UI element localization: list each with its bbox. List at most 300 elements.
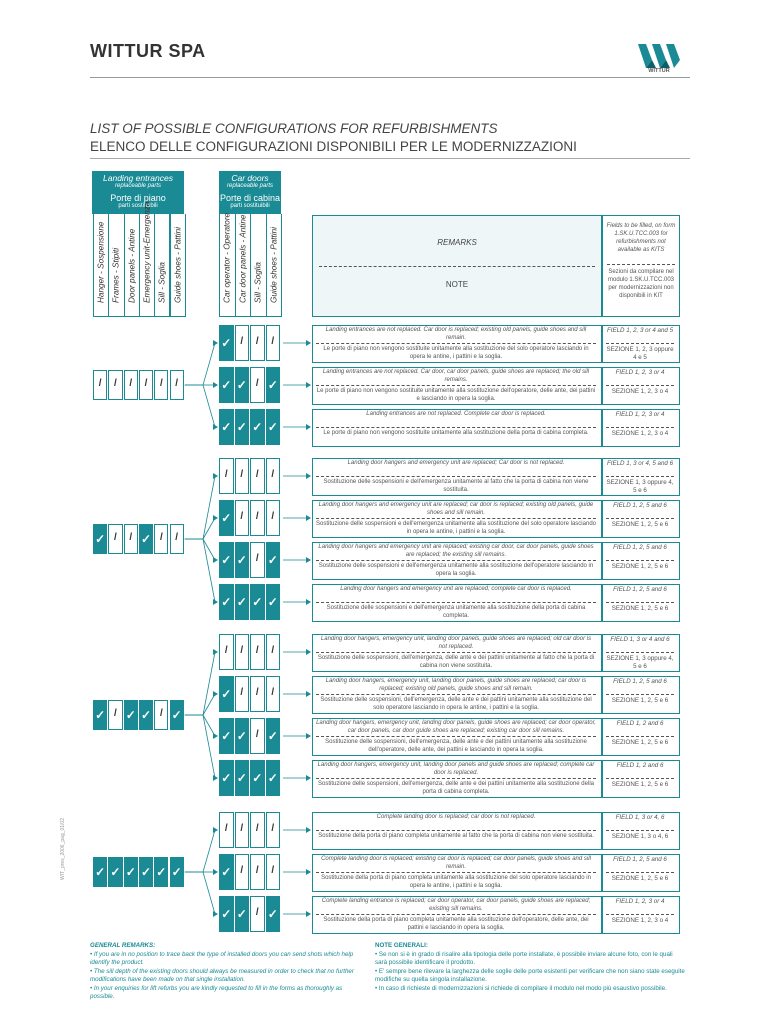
remark-en: Landing door hangers, emergency unit, landing door panels, guide shoes are replaced; old car door is not replaced. xyxy=(320,636,592,650)
landing-cell-g2-5 xyxy=(154,524,168,554)
remark-it: Le porte di piano non vengono sostituite unitamente alla sostituzione dell'operatore, delle ante, dei pattini e lasciando in opera la soglia. xyxy=(316,388,596,402)
field-divider xyxy=(606,652,674,653)
remark-it: Sostituzione della porta di piano completa unitamente alla sostituzione del solo operatore lasciando in opera le antine, i pattini e la soglia. xyxy=(321,875,591,889)
check-mark-icon: ✓ xyxy=(221,687,232,701)
car-cell-g4-r1-4 xyxy=(266,812,281,848)
title-english: LIST OF POSSIBLE CONFIGURATIONS FOR REFURBISHMENTS xyxy=(90,121,498,136)
fields-note-en: Fields to be filled, on form 1.SK.U.TCC.003 for refurbishments not available as KITS xyxy=(606,223,676,253)
slash-mark: / xyxy=(175,378,179,389)
connector-line xyxy=(203,539,215,602)
remark-it: Sostituzione delle sospensioni e dell'emergenza unitamente alla sostituzione del solo operatore lasciando in opera le antine, i pattini e la soglia. xyxy=(316,521,596,535)
car-cell-g3-r3-1 xyxy=(219,718,234,754)
slash-mark: / xyxy=(255,645,259,656)
slash-mark: / xyxy=(255,729,259,740)
note-generali-title: NOTE GENERALI: xyxy=(375,942,428,949)
landing-column-label: Emergency unit-Emergenza xyxy=(142,201,152,303)
check-mark-icon: ✓ xyxy=(267,420,278,434)
slash-mark: / xyxy=(98,378,102,389)
field-en: FIELD 1, 2, 5 and 6 xyxy=(613,678,667,685)
car-cell-g4-r2-4 xyxy=(266,854,281,890)
remark-it: Sostituzione delle sospensioni e dell'emergenza unitamente alla sostituzione della porta di cabina completa. xyxy=(326,605,586,619)
remark-divider xyxy=(316,518,596,519)
remark-en: Landing door hangers, emergency unit, landing door panels, guide shoes are replaced; car door operator, car door panels, car door guide shoes are replaced; existing car door sill remains. xyxy=(316,720,596,734)
field-it: SEZIONE 1, 2, 3 oppure 4 e 5 xyxy=(606,346,674,361)
remark-divider xyxy=(316,694,596,695)
check-mark-icon: ✓ xyxy=(141,708,152,722)
car-cell-g1-r3-1 xyxy=(219,409,234,445)
check-mark-icon: ✓ xyxy=(267,595,278,609)
field-it: SEZIONE 1, 2, 5 e 6 xyxy=(611,521,669,528)
field-divider xyxy=(606,736,674,737)
check-mark-icon: ✓ xyxy=(221,336,232,350)
connector-line xyxy=(203,518,215,539)
remark-divider xyxy=(316,914,596,915)
field-it: SEZIONE 1, 3 o 4, 6 xyxy=(611,833,669,840)
car-cell-g1-r3-2 xyxy=(235,409,250,445)
remark-en: Landing entrances are not replaced. Car door, car door panels, guide shoes are replaced; the old sill remains. xyxy=(322,369,590,383)
slash-mark: / xyxy=(240,469,244,480)
connector-line xyxy=(203,385,215,427)
connector-line xyxy=(203,476,215,539)
slash-mark: / xyxy=(224,823,228,834)
slash-mark: / xyxy=(271,823,275,834)
arrow-head-icon xyxy=(213,557,218,563)
arrow-head-icon xyxy=(213,775,218,781)
remarks-divider xyxy=(319,266,595,267)
remark-en: Landing door hangers and emergency unit are replaced; existing car door, car door panels, guide shoes are replaced; the existing sill remains. xyxy=(318,544,594,558)
car-column-2 xyxy=(235,214,252,317)
landing-cell-g3-5 xyxy=(154,700,168,730)
car-column-label: Car operator - Operatore xyxy=(222,212,232,303)
field-en: FIELD 1, 2, 3 or 4 xyxy=(615,898,665,905)
arrow-head-icon xyxy=(306,691,311,697)
connector-line xyxy=(203,343,215,385)
slash-mark: / xyxy=(114,532,117,543)
field-en: FIELD 1, 2 and 6 xyxy=(616,762,664,769)
landing-cell-g2-3 xyxy=(124,524,138,554)
arrow-head-icon xyxy=(306,515,311,521)
title-rule xyxy=(90,158,690,159)
car-cell-g1-r2-3 xyxy=(250,367,265,403)
remark-it: Le porte di piano non vengono sostituite unitamente alla sostituzione del solo operatore lasciando in opera le antine, i pattini e la soglia. xyxy=(323,346,589,360)
field-en: FIELD 1, 3 or 4 and 6 xyxy=(610,636,670,643)
slash-mark: / xyxy=(255,553,259,564)
remark-divider xyxy=(316,736,596,737)
check-mark-icon: ✓ xyxy=(252,420,263,434)
landing-sub-en: replaceable parts xyxy=(114,183,162,189)
car-cell-g3-r1-4 xyxy=(266,634,281,670)
slash-mark: / xyxy=(255,336,259,347)
field-it: SEZIONE 1, 2, 3 o 4 xyxy=(611,917,669,924)
field-en: FIELD 1, 3 or 4, 6 xyxy=(615,814,665,821)
field-it: SEZIONE 1, 2, 5 e 6 xyxy=(611,739,669,746)
car-doors-header xyxy=(219,171,281,214)
field-en: FIELD 1, 2, 5 and 6 xyxy=(613,856,667,863)
arrow-head-icon xyxy=(213,424,218,430)
car-cell-g3-r2-1 xyxy=(219,676,234,712)
landing-column-4 xyxy=(139,201,155,317)
check-mark-icon: ✓ xyxy=(221,511,232,525)
fields-note-it: Sezioni da compilare nel modulo 1.SK.U.TCC.003 per modernizzazioni non disponibili in KIT xyxy=(607,269,675,299)
general-remark-it-3-text: In caso di richieste di modernizzazioni si richiede di compilare il modulo nel modo più esaustivo possibile. xyxy=(378,984,667,992)
remark-divider xyxy=(316,872,596,873)
connector-line xyxy=(203,715,215,778)
landing-cell-g2-2 xyxy=(108,524,122,554)
slash-mark: / xyxy=(175,532,179,543)
field-it: SEZIONE 1, 2, 3 o 4 xyxy=(611,388,669,395)
landing-column-label: Hanger - Sospensione xyxy=(96,221,106,303)
general-remark-it-2: • E' sempre bene rilevare la larghezza delle soglie delle porte esistenti per verificare che non siano state eseguite modifiche su quella singola installazione. xyxy=(375,967,685,983)
car-sub-it: parti sostituibili xyxy=(230,203,270,209)
slash-mark: / xyxy=(224,645,228,656)
landing-column-label: Sill - Soglia xyxy=(157,262,167,303)
check-mark-icon: ✓ xyxy=(141,865,152,879)
check-mark-icon: ✓ xyxy=(267,378,278,392)
slash-mark: / xyxy=(271,469,275,480)
remark-it: Sostituzione delle sospensioni e dell'emergenza unitamente al fatto che la porta di cabina non viene sostituita. xyxy=(323,479,589,493)
slash-mark: / xyxy=(129,378,133,389)
arrow-head-icon xyxy=(306,775,311,781)
field-it: SEZIONE 1, 3 oppure 4, 5 e 6 xyxy=(606,479,674,494)
arrow-head-icon xyxy=(213,340,218,346)
field-en: FIELD 1, 2, 3 or 4 and 5 xyxy=(606,327,674,334)
slash-mark: / xyxy=(114,378,117,389)
car-cell-g2-r4-3 xyxy=(250,584,265,620)
remark-divider xyxy=(316,427,596,428)
landing-column-label: Frames - Stipiti xyxy=(111,247,121,303)
car-cell-g3-r4-1 xyxy=(219,760,234,796)
slash-mark: / xyxy=(271,336,275,347)
general-remark-en-3: • In your enquiries for lift refurbs you are kindly requested to fill in the forms as thoroughly as possible. xyxy=(90,984,343,1000)
car-cell-g2-r2-3 xyxy=(250,500,265,536)
general-remark-en-2-text: The sill depth of the existing doors should always be measured in order to check that no further modifications have been made on that single installation. xyxy=(90,967,354,983)
arrow-head-icon xyxy=(213,473,218,479)
general-remark-it-1-text: Se non si è in grado di risalire alla tipologia delle porte installate, è possibile inviare alcune foto, con le quali sarà possibile identificare il prodotto. xyxy=(375,950,673,966)
fields-header-box xyxy=(602,215,680,317)
remark-it: Sostituzione delle sospensioni, dell'emergenza, delle ante e dei pattini unitamente alla sostituzione della porta di cabina completa. xyxy=(318,781,594,795)
arrow-head-icon xyxy=(306,599,311,605)
field-divider xyxy=(606,778,674,779)
arrow-head-icon xyxy=(306,649,311,655)
arrow-head-icon xyxy=(213,691,218,697)
field-en: FIELD 1, 2, 3 or 4 xyxy=(615,369,665,376)
slash-mark: / xyxy=(159,532,163,543)
check-mark-icon: ✓ xyxy=(236,729,247,743)
check-mark-icon: ✓ xyxy=(125,708,136,722)
remark-en: Complete landing door is replaced; car door is not replaced. xyxy=(376,814,536,820)
arrow-head-icon xyxy=(306,473,311,479)
remark-it: Le porte di piano non vengono sostituite unitamente alla sostituzione della porta di cabina completa. xyxy=(323,430,589,436)
car-cell-g3-r3-3 xyxy=(250,718,265,754)
arrow-head-icon xyxy=(213,911,218,917)
landing-column-label: Guide shoes - Pattini xyxy=(173,226,183,303)
connector-line xyxy=(203,872,215,914)
remark-en: Landing door hangers, emergency unit, landing door panels and guide shoes are replaced; complete car door is replaced. xyxy=(317,762,595,776)
general-remark-en-1: • If you are in no position to trace back the type of installed doors you can send shots which help identify the product. xyxy=(90,950,354,966)
landing-cell-g1-2 xyxy=(108,370,122,400)
arrow-head-icon xyxy=(213,382,218,388)
car-cell-g4-r1-1 xyxy=(219,812,234,848)
landing-title-en: Landing entrances xyxy=(103,173,173,183)
general-remark-en-2: • The sill depth of the existing doors should always be measured in order to check that no further modifications have been made on that single installation. xyxy=(90,967,354,983)
landing-column-6 xyxy=(170,214,186,317)
car-cell-g3-r4-2 xyxy=(235,760,250,796)
connector-line xyxy=(203,539,215,560)
landing-cell-g2-6 xyxy=(170,524,184,554)
arrow-head-icon xyxy=(213,649,218,655)
car-cell-g2-r4-1 xyxy=(219,584,234,620)
check-mark-icon: ✓ xyxy=(221,378,232,392)
field-en: FIELD 1, 2, 5 and 6 xyxy=(613,586,667,593)
car-cell-g2-r2-4 xyxy=(266,500,281,536)
check-mark-icon: ✓ xyxy=(171,865,182,879)
car-cell-g1-r3-4 xyxy=(266,409,281,445)
landing-cell-g4-5 xyxy=(154,857,168,887)
field-en: FIELD 1, 2, 3 or 4 xyxy=(615,411,665,418)
car-cell-g1-r1-4 xyxy=(266,325,281,361)
slash-mark: / xyxy=(240,687,244,698)
header-rule xyxy=(90,77,690,78)
check-mark-icon: ✓ xyxy=(221,420,232,434)
check-mark-icon: ✓ xyxy=(236,553,247,567)
check-mark-icon: ✓ xyxy=(236,907,247,921)
arrow-head-icon xyxy=(306,911,311,917)
slash-mark: / xyxy=(240,645,244,656)
check-mark-icon: ✓ xyxy=(95,532,106,546)
title-italian: ELENCO DELLE CONFIGURAZIONI DISPONIBILI PER LE MODERNIZZAZIONI xyxy=(90,139,577,154)
arrow-head-icon xyxy=(213,733,218,739)
arrow-head-icon xyxy=(213,599,218,605)
general-remarks-en xyxy=(90,942,360,1002)
general-remark-en-3-text: In your enquiries for lift refurbs you are kindly requested to fill in the forms as thoroughly as possible. xyxy=(90,984,343,1000)
landing-cell-g4-2 xyxy=(108,857,122,887)
field-en: FIELD 1, 2, 5 and 6 xyxy=(613,502,667,509)
field-en: FIELD 1, 3 or 4, 5 and 6 xyxy=(606,460,674,467)
general-remark-it-3: • In caso di richieste di modernizzazioni si richiede di compilare il modulo nel modo più esaustivo possibile. xyxy=(375,984,667,992)
car-cell-g3-r4-4 xyxy=(266,760,281,796)
field-it: SEZIONE 1, 2, 5 e 6 xyxy=(611,875,669,882)
slash-mark: / xyxy=(271,687,275,698)
slash-mark: / xyxy=(224,469,228,480)
arrow-head-icon xyxy=(306,424,311,430)
car-column-label: Guide shoes - Pattini xyxy=(269,226,279,303)
connector-line xyxy=(203,652,215,715)
landing-column-1 xyxy=(93,214,109,317)
slash-mark: / xyxy=(114,708,117,719)
arrow-head-icon xyxy=(213,515,218,521)
car-cell-g1-r2-4 xyxy=(266,367,281,403)
car-sub-en: replaceable parts xyxy=(226,183,274,189)
check-mark-icon: ✓ xyxy=(141,532,152,546)
field-en: FIELD 1, 2 and 6 xyxy=(616,720,664,727)
car-cell-g4-r1-2 xyxy=(235,812,250,848)
field-divider xyxy=(606,385,674,386)
arrow-head-icon xyxy=(306,382,311,388)
car-cell-g3-r3-4 xyxy=(266,718,281,754)
field-divider xyxy=(606,602,674,603)
check-mark-icon: ✓ xyxy=(267,771,278,785)
note-label: NOTE xyxy=(445,280,469,289)
slash-mark: / xyxy=(271,645,275,656)
car-cell-g3-r3-2 xyxy=(235,718,250,754)
slash-mark: / xyxy=(255,469,259,480)
car-cell-g2-r3-2 xyxy=(235,542,250,578)
landing-cell-g2-1 xyxy=(93,524,107,554)
slash-mark: / xyxy=(255,907,259,918)
car-cell-g3-r1-3 xyxy=(250,634,265,670)
car-cell-g4-r3-1 xyxy=(219,896,234,932)
landing-entrances-header xyxy=(92,171,184,214)
check-mark-icon: ✓ xyxy=(221,865,232,879)
landing-cell-g3-4 xyxy=(139,700,153,730)
slash-mark: / xyxy=(255,687,259,698)
remark-en: Landing door hangers and emergency unit are replaced; car door is replaced; existing old panels, guide shoes and sill remain. xyxy=(318,502,594,516)
remark-en: Landing door hangers and emergency unit are replaced; complete car door is replaced. xyxy=(340,586,572,592)
slash-mark: / xyxy=(240,336,244,347)
car-cell-g2-r3-1 xyxy=(219,542,234,578)
remark-en: Complete landing entrance is replaced; car door operator, car door panels, guide shoes are replaced; existing sill remains. xyxy=(321,898,591,912)
field-divider xyxy=(606,560,674,561)
car-column-label: Car door panels - Antine xyxy=(238,214,248,303)
landing-cell-g3-3 xyxy=(124,700,138,730)
car-cell-g4-r3-2 xyxy=(235,896,250,932)
general-remark-it-1: • Se non si è in grado di risalire alla tipologia delle porte installate, è possibile inviare alcune foto, con le quali sarà possibile identificare il prodotto. xyxy=(375,950,673,966)
check-mark-icon: ✓ xyxy=(267,729,278,743)
landing-cell-g1-5 xyxy=(154,370,168,400)
slash-mark: / xyxy=(271,511,275,522)
landing-cell-g1-4 xyxy=(139,370,153,400)
field-en: FIELD 1, 2, 5 and 6 xyxy=(613,544,667,551)
connector-line xyxy=(203,715,215,736)
car-cell-g2-r1-3 xyxy=(250,458,265,494)
car-cell-g2-r1-2 xyxy=(235,458,250,494)
field-it: SEZIONE 1, 2, 5 e 6 xyxy=(611,605,669,612)
landing-cell-g1-3 xyxy=(124,370,138,400)
field-divider xyxy=(606,518,674,519)
remarks-header-box xyxy=(312,215,602,317)
landing-column-label: Door panels - Antine xyxy=(127,228,137,303)
field-divider xyxy=(606,427,674,428)
field-divider xyxy=(606,694,674,695)
check-mark-icon: ✓ xyxy=(221,771,232,785)
remark-divider xyxy=(316,602,596,603)
remark-divider xyxy=(316,343,596,344)
car-cell-g1-r1-2 xyxy=(235,325,250,361)
landing-cell-g2-4 xyxy=(139,524,153,554)
car-column-3 xyxy=(250,214,267,317)
car-column-1 xyxy=(219,214,236,317)
car-cell-g2-r3-3 xyxy=(250,542,265,578)
car-cell-g2-r4-4 xyxy=(266,584,281,620)
slash-mark: / xyxy=(271,865,275,876)
check-mark-icon: ✓ xyxy=(95,865,106,879)
field-it: SEZIONE 1, 3 oppure 4, 5 e 6 xyxy=(606,655,674,670)
car-cell-g4-r3-3 xyxy=(250,896,265,932)
check-mark-icon: ✓ xyxy=(267,907,278,921)
field-it: SEZIONE 1, 2, 3 o 4 xyxy=(611,430,669,437)
fields-divider xyxy=(607,264,675,265)
slash-mark: / xyxy=(255,511,259,522)
remark-divider xyxy=(316,560,596,561)
arrow-head-icon xyxy=(306,827,311,833)
landing-cell-g1-1 xyxy=(93,370,107,400)
company-name: WITTUR SPA xyxy=(90,41,206,61)
check-mark-icon: ✓ xyxy=(221,553,232,567)
car-cell-g1-r3-3 xyxy=(250,409,265,445)
remark-divider xyxy=(316,652,596,653)
car-cell-g3-r2-3 xyxy=(250,676,265,712)
landing-column-5 xyxy=(154,214,170,317)
landing-cell-g3-1 xyxy=(93,700,107,730)
landing-column-2 xyxy=(108,214,124,317)
field-it: SEZIONE 1, 2, 5 e 6 xyxy=(611,697,669,704)
field-divider xyxy=(606,914,674,915)
connector-line xyxy=(203,830,215,872)
arrow-head-icon xyxy=(306,340,311,346)
check-mark-icon: ✓ xyxy=(125,865,136,879)
landing-cell-g4-1 xyxy=(93,857,107,887)
car-cell-g4-r2-1 xyxy=(219,854,234,890)
car-cell-g2-r1-1 xyxy=(219,458,234,494)
check-mark-icon: ✓ xyxy=(252,595,263,609)
car-cell-g2-r2-2 xyxy=(235,500,250,536)
check-mark-icon: ✓ xyxy=(236,595,247,609)
remark-it: Sostituzione delle sospensioni e dell'emergenza unitamente alla sostituzione dell'operatore lasciando in opera la soglia. xyxy=(318,563,594,577)
general-remarks-it xyxy=(375,942,685,993)
slash-mark: / xyxy=(240,511,244,522)
remark-divider xyxy=(316,830,596,831)
landing-cell-g4-3 xyxy=(124,857,138,887)
check-mark-icon: ✓ xyxy=(221,595,232,609)
remark-en: Landing entrances are not replaced. Complete car door is replaced. xyxy=(366,411,546,417)
check-mark-icon: ✓ xyxy=(236,420,247,434)
field-divider xyxy=(606,343,674,344)
remark-it: Sostituzione delle sospensioni, dell'emergenza, delle ante e dei pattini unitamente alla sostituzione del solo operatore lasciando in opera le antine, i pattini e la soglia. xyxy=(320,697,592,711)
general-remarks-title: GENERAL REMARKS: xyxy=(90,942,156,949)
car-cell-g2-r1-4 xyxy=(266,458,281,494)
landing-cell-g4-6 xyxy=(170,857,184,887)
remark-divider xyxy=(316,385,596,386)
check-mark-icon: ✓ xyxy=(252,771,263,785)
car-title-en: Car doors xyxy=(231,173,269,183)
slash-mark: / xyxy=(159,708,163,719)
general-remark-it-2-text: E' sempre bene rilevare la larghezza delle soglie delle porte esistenti per verificare che non siano state eseguite modifiche su quella singola installazione. xyxy=(375,967,685,983)
check-mark-icon: ✓ xyxy=(236,378,247,392)
landing-cell-g4-4 xyxy=(139,857,153,887)
landing-cell-g1-6 xyxy=(170,370,184,400)
landing-sub-it: parti sostituibili xyxy=(118,203,158,209)
slash-mark: / xyxy=(255,823,259,834)
landing-cell-g3-6 xyxy=(170,700,184,730)
check-mark-icon: ✓ xyxy=(110,865,121,879)
car-cell-g3-r1-1 xyxy=(219,634,234,670)
remark-it: Sostituzione della porta di piano completa unitamente al fatto che la porta di cabina non viene sostituita. xyxy=(318,833,594,839)
car-column-label: Sill - Soglia xyxy=(253,262,263,303)
car-column-4 xyxy=(266,214,283,317)
car-cell-g2-r2-1 xyxy=(219,500,234,536)
car-cell-g2-r4-2 xyxy=(235,584,250,620)
slash-mark: / xyxy=(159,378,163,389)
remark-it: Sostituzione delle sospensioni, dell'emergenza, delle ante e dei pattini unitamente alla sostituzione dell'operatore, delle ante, dei pattini e lasciando in opera la soglia. xyxy=(325,739,587,753)
check-mark-icon: ✓ xyxy=(221,907,232,921)
remark-divider xyxy=(316,476,596,477)
connector-line xyxy=(203,694,215,715)
general-remark-en-1-text: If you are in no position to trace back the type of installed doors you can send shots which help identify the product. xyxy=(90,950,354,966)
slash-mark: / xyxy=(255,378,259,389)
field-it: SEZIONE 1, 2, 5 e 6 xyxy=(611,563,669,570)
car-cell-g3-r2-4 xyxy=(266,676,281,712)
arrow-head-icon xyxy=(213,827,218,833)
